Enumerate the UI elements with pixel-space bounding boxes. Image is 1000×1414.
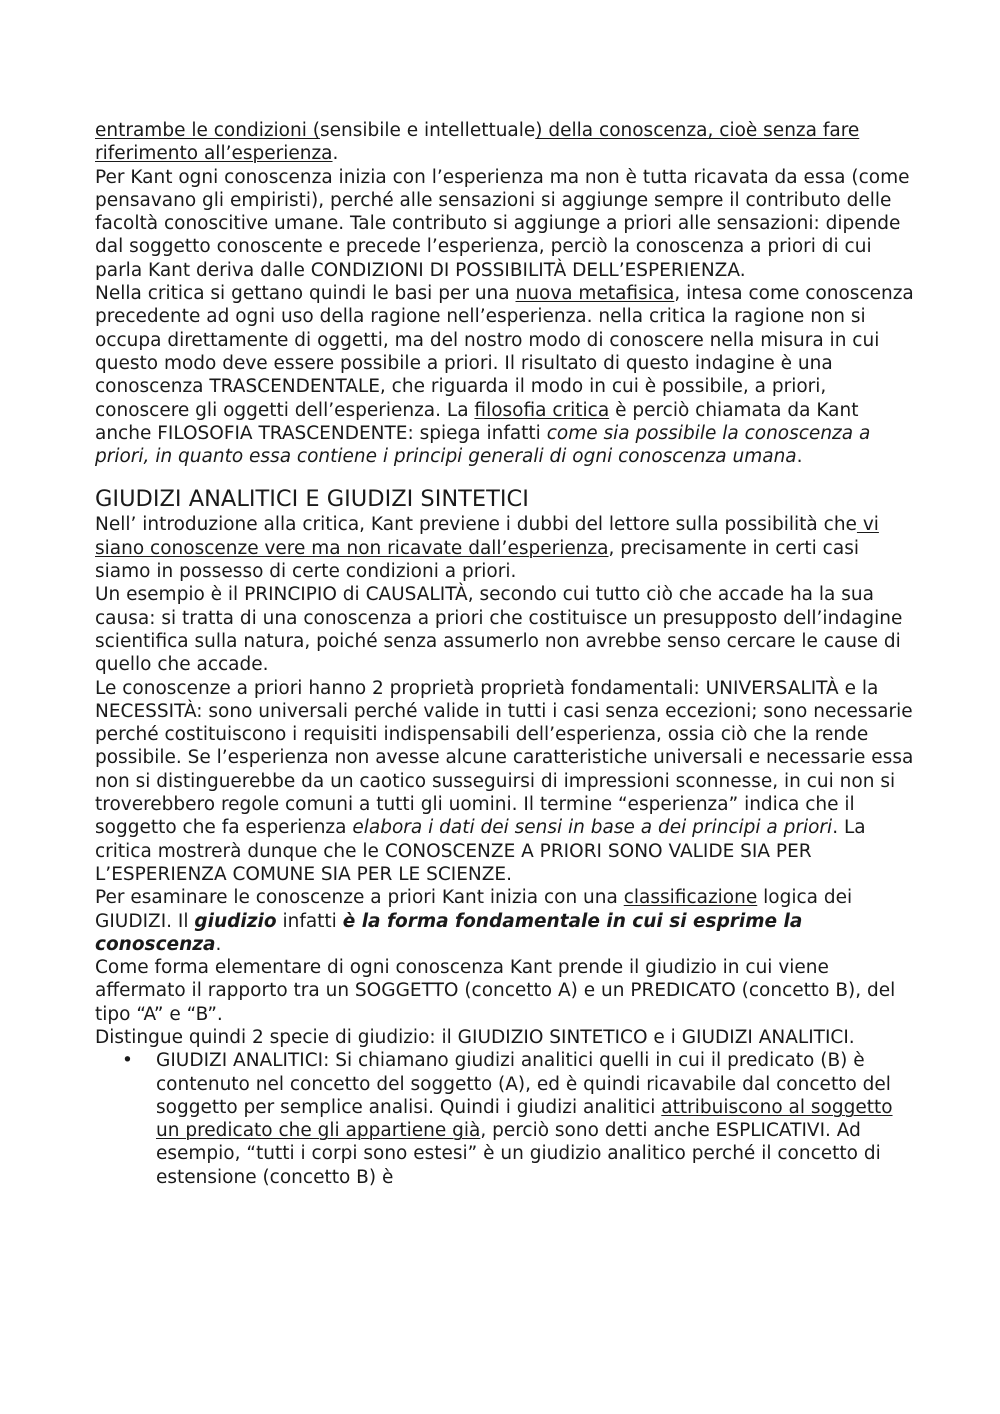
underlined-text: filosofia critica bbox=[474, 399, 610, 421]
paragraph-text: Nell’ introduzione alla critica, Kant previene i dubbi del lettore sulla possibilità che bbox=[95, 514, 857, 536]
paragraph-text: , precisamente in certi casi siamo in possesso di certe condizioni a priori. bbox=[95, 537, 859, 583]
paragraph-classification bbox=[95, 886, 915, 956]
underlined-text: vi siano conoscenze vere ma non ricavate dall’esperienza bbox=[95, 514, 879, 559]
underlined-text: nuova metafisica bbox=[515, 283, 675, 305]
underlined-text: attribuiscono al soggetto un predicato che gli appartiene già bbox=[156, 1096, 893, 1142]
paragraph-text: è perciò chiamata da Kant anche FILOSOFIA TRASCENDENTE: spiega infatti bbox=[95, 399, 859, 444]
paragraph-text: Nella critica si gettano quindi le basi per una bbox=[95, 283, 516, 305]
list-item-text: , perciò sono detti anche ESPLICATIVI. Ad esempio, “tutti i corpi sono estesi” è un giudizio analitico perché il concetto di estensione (concetto B) è bbox=[156, 1120, 881, 1188]
paragraph-text: . La critica mostrerà dunque che le CONOSCENZE A PRIORI SONO VALIDE SIA PER L’ESPERIENZA COMUNE SIA PER LE SCIENZE. bbox=[95, 817, 866, 885]
paragraph-text: Per esaminare le conoscenze a priori Kant inizia con una bbox=[95, 887, 624, 909]
paragraph-new-metaphysics bbox=[95, 282, 915, 468]
paragraph-properties bbox=[95, 677, 915, 887]
underlined-text: classificazione bbox=[623, 887, 758, 909]
italic-text: come sia possibile la conoscenza a priori, in quanto essa contiene i principi generali di ogni conoscenza umana bbox=[95, 422, 871, 468]
paragraph-judgement-types: Distingue quindi 2 specie di giudizio: il GIUDIZIO SINTETICO e i GIUDIZI ANALITICI. bbox=[95, 1026, 855, 1048]
bullet-list bbox=[95, 1049, 915, 1189]
paragraph-causality: Un esempio è il PRINCIPIO di CAUSALITÀ, secondo cui tutto ciò che accade ha la sua causa: si tratta di una conoscenza a priori che costituisce un presupposto dell’indagine scientifica sulla natura, poiché senza assumerlo non avrebbe senso cercare le cause di quello che accade. bbox=[95, 584, 903, 676]
paragraph-introduction bbox=[95, 513, 915, 583]
document-body bbox=[95, 119, 915, 1189]
blank-line bbox=[95, 468, 915, 486]
paragraph-text: . bbox=[215, 933, 222, 955]
paragraph-text: , intesa come conoscenza precedente ad ogni uso della ragione nell’esperienza. nella critica la ragione non si occupa direttamente di oggetti, ma del nostro modo di conoscere nella misura in cui questo modo deve essere possibile a priori. Il risultato di questo indagine è una conoscenza TRASCENDENTALE, che riguarda il modo in cui è possibile, a priori, conoscere gli oggetti dell’esperienza. La bbox=[95, 283, 914, 421]
list-item bbox=[156, 1049, 915, 1189]
bold-italic-text: giudizio bbox=[194, 910, 277, 932]
underlined-text: entrambe le condizioni ( bbox=[95, 120, 320, 141]
paragraph-text: sensibile e intellettuale bbox=[319, 120, 536, 141]
underlined-text: ) della conoscenza, cioè senza fare riferimento all’esperienza bbox=[95, 120, 860, 165]
section-heading: GIUDIZI ANALITICI E GIUDIZI SINTETICI bbox=[95, 486, 529, 513]
paragraph-text: infatti bbox=[276, 910, 343, 932]
paragraph-text: logica dei GIUDIZI. Il bbox=[95, 887, 853, 932]
paragraph-text: Le conoscenze a priori hanno 2 proprietà proprietà fondamentali: UNIVERSALITÀ e la NECESSITÀ: sono universali perché valide in tutti i casi senza eccezioni; sono necessarie perché costituiscono i requisiti indispensabili dell’esperienza, ossia ciò che la rende possibile. Se l’esperienza non avesse alcune caratteristiche universali e necessarie essa non si distinguerebbe da un caotico susseguirsi di impressioni sconnesse, in cui non si troverebbero regole comuni a tutti gli uomini. Il termine “esperienza” indica che il soggetto che fa esperienza bbox=[95, 677, 914, 839]
bold-italic-text: è la forma fondamentale in cui si esprime la conoscenza bbox=[95, 910, 803, 955]
italic-text: elabora i dati dei sensi in base a dei principi a priori bbox=[352, 817, 833, 839]
paragraph-conditions bbox=[95, 119, 915, 166]
paragraph-elementary-form: Come forma elementare di ogni conoscenza Kant prende il giudizio in cui viene affermato il rapporto tra un SOGGETTO (concetto A) e un PREDICATO (concetto B), del tipo “A” e “B”. bbox=[95, 957, 896, 1025]
paragraph-text: . bbox=[332, 143, 339, 165]
paragraph-kant-knowledge: Per Kant ogni conoscenza inizia con l’esperienza ma non è tutta ricavata da essa (come pensavano gli empiristi), perché alle sensazioni si aggiunge sempre il contributo delle facoltà conoscitive umane. Tale contributo si aggiunge a priori alle sensazioni: dipende dal soggetto conoscente e precede l’esperienza, perciò la conoscenza a priori di cui parla Kant deriva dalle CONDIZIONI DI POSSIBILITÀ DELL’ESPERIENZA. bbox=[95, 166, 910, 281]
paragraph-text: . bbox=[796, 446, 803, 468]
list-item-text: GIUDIZI ANALITICI: Si chiamano giudizi analitici quelli in cui il predicato (B) è contenuto nel concetto del soggetto (A), ed è quindi ricavabile dal concetto del soggetto per semplice analisi. Quindi i giudizi analitici bbox=[156, 1050, 891, 1118]
